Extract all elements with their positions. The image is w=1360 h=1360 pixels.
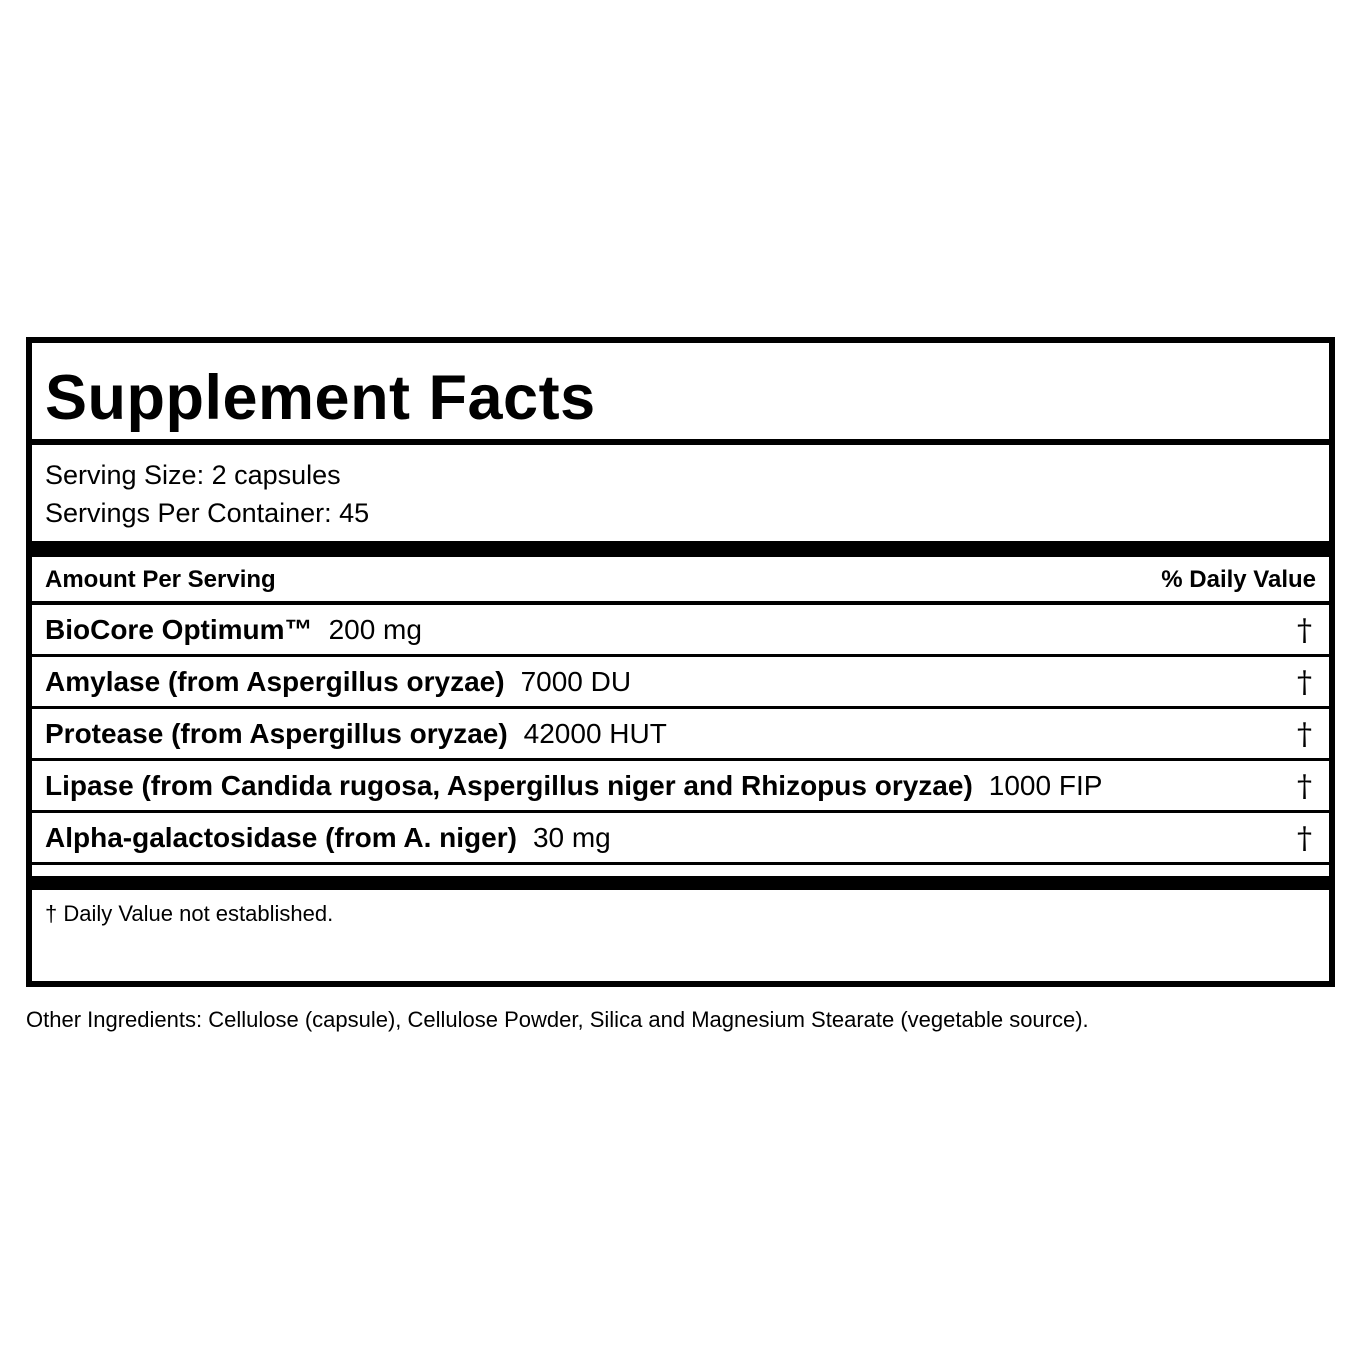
nutrient-text	[45, 665, 631, 699]
nutrient-amount: 30 mg	[532, 822, 611, 853]
nutrient-name: Alpha-galactosidase (from A. niger)	[45, 822, 517, 853]
panel-title: Supplement Facts	[45, 363, 596, 433]
amount-per-serving-header: Amount Per Serving	[45, 566, 276, 593]
nutrient-row	[32, 657, 1329, 707]
serving-size: Serving Size: 2 capsules	[45, 460, 341, 490]
nutrient-amount: 200 mg	[328, 614, 422, 645]
servings-per-container: Servings Per Container: 45	[45, 498, 370, 528]
nutrient-row	[32, 605, 1329, 655]
dagger-symbol: †	[1297, 665, 1312, 700]
nutrient-amount: 7000 DU	[520, 666, 632, 697]
daily-value-footnote: † Daily Value not established.	[45, 901, 334, 926]
other-ingredients: Other Ingredients: Cellulose (capsule), Cellulose Powder, Silica and Magnesium Stearate (vegetable source).	[26, 1007, 1089, 1032]
nutrient-name: Lipase (from Candida rugosa, Aspergillus niger and Rhizopus oryzae)	[45, 770, 973, 801]
dagger-symbol: †	[1297, 769, 1312, 804]
nutrient-amount: 42000 HUT	[523, 718, 667, 749]
nutrient-row	[32, 813, 1329, 863]
nutrient-name: Protease (from Aspergillus oryzae)	[45, 718, 508, 749]
title-area	[32, 343, 1329, 441]
divider-thick-top	[32, 541, 1329, 557]
nutrient-name: Amylase (from Aspergillus oryzae)	[45, 666, 505, 697]
divider-title	[32, 439, 1329, 445]
nutrient-name: BioCore Optimum™	[45, 614, 313, 645]
row-divider	[32, 862, 1329, 865]
supplement-facts-panel	[26, 337, 1335, 987]
nutrient-row	[32, 761, 1329, 811]
nutrient-text	[45, 821, 611, 855]
dagger-symbol: †	[1297, 821, 1312, 856]
daily-value-header: % Daily Value	[1161, 566, 1316, 593]
nutrient-text	[45, 613, 422, 647]
nutrient-row	[32, 709, 1329, 759]
divider-thick-bottom	[32, 876, 1329, 890]
dagger-symbol: †	[1297, 717, 1312, 752]
nutrient-amount: 1000 FIP	[988, 770, 1103, 801]
nutrient-text	[45, 769, 1102, 803]
nutrient-text	[45, 717, 667, 751]
dagger-symbol: †	[1297, 613, 1312, 648]
